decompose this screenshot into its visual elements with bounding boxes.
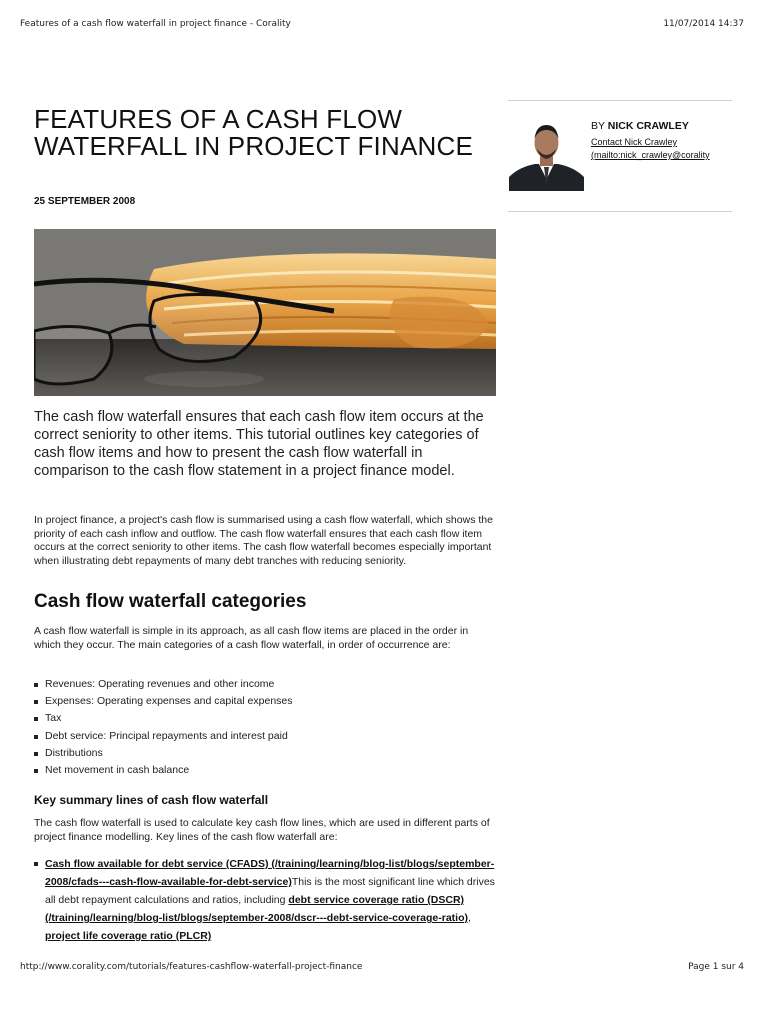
browser-page-title: Features of a cash flow waterfall in project finance - Corality <box>20 19 291 29</box>
list-item: Distributions <box>34 745 496 762</box>
sidebar-top-rule <box>508 100 732 101</box>
section-heading: Cash flow waterfall categories <box>34 591 307 612</box>
plcr-link[interactable]: project life coverage ratio (PLCR) <box>45 930 212 942</box>
intro-paragraph: In project finance, a project's cash flow is summarised using a cash flow waterfall, which shows the priority of each cash inflow and outflow. The cash flow waterfall ensures that each cash flow item occurs at the correct seniority to other items. The cash flow waterfall becomes especially important when illustrating debt repayments of many debt tranches with reducing seniority. <box>34 514 493 567</box>
author-contact <box>591 136 732 162</box>
article-title: FEATURES OF A CASH FLOW WATERFALL IN PROJECT FINANCE <box>34 104 473 161</box>
key-line-text: This is the most significant line which drives all debt repayment calculations and ratios, including <box>45 876 495 906</box>
contact-email-link[interactable]: (mailto:nick_crawley@corality <box>591 150 710 160</box>
list-item: Revenues: Operating revenues and other income <box>34 676 496 693</box>
page-number: Page 1 sur 4 <box>688 962 744 972</box>
article-date: 25 SEPTEMBER 2008 <box>34 196 136 207</box>
list-item: Net movement in cash balance <box>34 762 496 779</box>
cfads-link[interactable]: Cash flow available for debt service (CFADS) (/training/learning/blog-list/blogs/september-2008/cfads---cash-flow-available-for-debt-service) <box>45 858 495 888</box>
author-byline <box>591 120 689 132</box>
contact-author-link[interactable]: Contact Nick Crawley <box>591 137 678 147</box>
hero-image <box>34 229 496 396</box>
category-list <box>34 676 496 779</box>
print-timestamp: 11/07/2014 14:37 <box>663 19 744 29</box>
author-photo-illustration <box>509 119 584 191</box>
key-line-item <box>34 855 496 945</box>
author-name: NICK CRAWLEY <box>607 120 689 132</box>
newspaper-glasses-illustration <box>34 229 496 396</box>
page-url: http://www.corality.com/tutorials/features-cashflow-waterfall-project-finance <box>20 962 363 972</box>
subsection-intro-paragraph: The cash flow waterfall is used to calculate key cash flow lines, which are used in different parts of project finance modelling. Key lines of the cash flow waterfall are: <box>34 817 490 843</box>
list-item: Debt service: Principal repayments and interest paid <box>34 728 496 745</box>
separator: , <box>468 912 471 924</box>
list-item: Expenses: Operating expenses and capital expenses <box>34 693 496 710</box>
list-item: Tax <box>34 710 496 727</box>
dscr-link[interactable]: debt service coverage ratio (DSCR) (/training/learning/blog-list/blogs/september-2008/dscr---debt-service-coverage-ratio) <box>45 894 469 924</box>
article-lead: The cash flow waterfall ensures that each cash flow item occurs at the correct seniority to other items. This tutorial outlines key categories of cash flow items and how to present the cash flow waterfall in comparison to the cash flow statement in a project finance model. <box>34 409 484 479</box>
section-intro-paragraph: A cash flow waterfall is simple in its approach, as all cash flow items are placed in the order in which they occur. The main categories of a cash flow waterfall, in order of occurrence are: <box>34 625 469 651</box>
byline-label: BY <box>591 120 605 132</box>
sidebar-bottom-rule <box>508 211 732 212</box>
author-avatar <box>509 119 584 191</box>
subheading: Key summary lines of cash flow waterfall <box>34 793 269 807</box>
